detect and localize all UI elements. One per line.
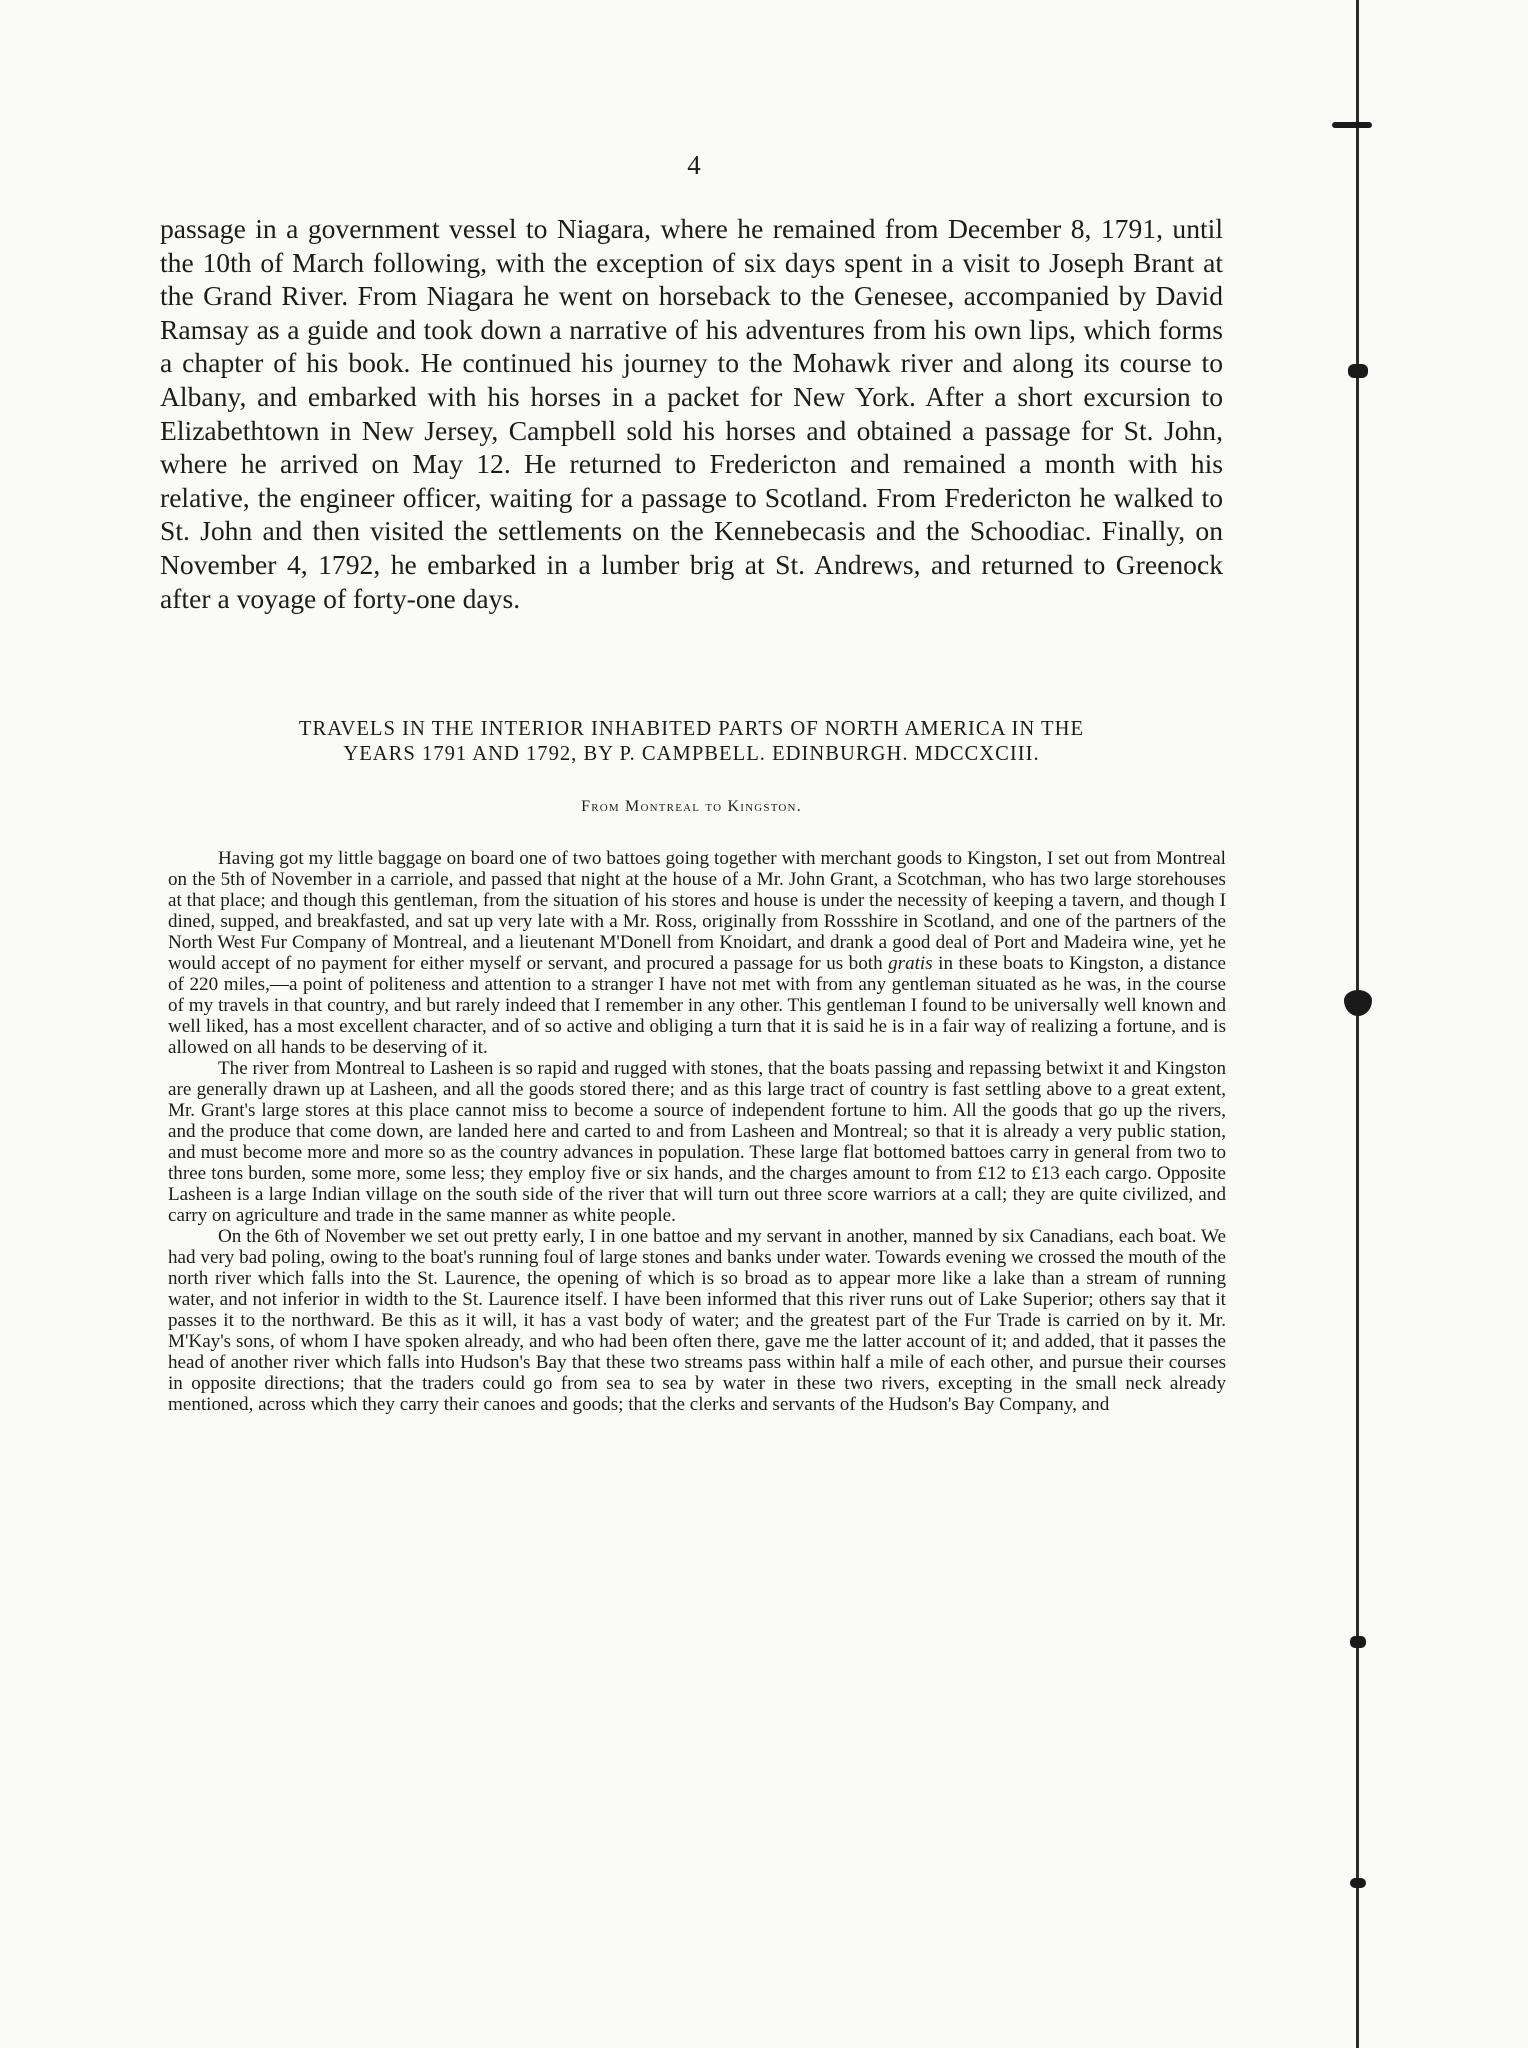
- binding-mark-2: [1348, 364, 1368, 378]
- section-subheading: From Montreal to Kingston.: [581, 798, 802, 815]
- extract-paragraph-2: The river from Montreal to Lasheen is so rapid and rugged with stones, that the boats passing and repassing betwixt it and Kingston are generally drawn up at Lasheen, and all the goods stored there; and as this large tract of country is fast settling above to a great extent, Mr. Grant's large stores at this place cannot miss to become a source of independent fortune to him. All the goods that go up the rivers, and the produce that come down, are landed here and carted to and from Lasheen and Montreal; so that it is already a very public station, and must become more and more so as the country advances in population. These large flat bottomed battoes carry in general from two to three tons burden, some more, some less; they employ five or six hands, and the charges amount to from £12 to £13 each cargo. Opposite Lasheen is a large Indian village on the south side of the river that will turn out three score warriors at a call; they are quite civilized, and carry on agriculture and trade in the same manner as white people.: [168, 1058, 1226, 1226]
- extract-paragraph-1-text-b: in these boats to Kingston, a distance of 220 miles,—a point of politeness and attention to a stranger I have not met with from any gentleman situated as he was, in the course of my travels in that country, and but rarely indeed that I remember in any other. This gentleman I found to be universally well known and well liked, has a most excellent character, and of so active and obliging a turn that it is said he is in a fair way of realizing a fortune, and is allowed on all hands to be deserving of it.: [168, 953, 1226, 1058]
- extract-paragraph-1-text-a: Having got my little baggage on board one of two battoes going together with merchant goods to Kingston, I set out from Montreal on the 5th of November in a carriole, and passed that night at the house of a Mr. John Grant, a Scotchman, who has two large storehouses at that place; and though this gentleman, from the situation of his stores and house is under the necessity of keeping a tavern, and though I dined, supped, and breakfasted, and sat up very late with a Mr. Ross, originally from Rossshire in Scotland, and one of the partners of the North West Fur Company of Montreal, and a lieutenant M'Donell from Knoidart, and drank a good deal of Port and Madeira wine, yet he would accept of no payment for either myself or servant, and procured a passage for us both: [168, 848, 1226, 974]
- binding-mark-3: [1344, 990, 1372, 1016]
- extract-paragraph-1-italic: gratis: [888, 953, 933, 974]
- section-heading-line-1: TRAVELS IN THE INTERIOR INHABITED PARTS OF NORTH AMERICA IN THE: [298, 718, 1085, 740]
- intro-paragraph: passage in a government vessel to Niagara, where he remained from December 8, 1791, until the 10th of March following, with the exception of six days spent in a visit to Joseph Brant at the Grand River. From Niagara he went on horseback to the Genesee, accompanied by David Ramsay as a guide and took down a narrative of his adventures from his own lips, which forms a chapter of his book. He continued his journey to the Mohawk river and along its course to Albany, and embarked with his horses in a packet for New York. After a short excursion to Elizabethtown in New Jersey, Campbell sold his horses and obtained a passage for St. John, where he arrived on May 12. He returned to Fredericton and remained a month with his relative, the engineer officer, waiting for a passage to Scotland. From Fredericton he walked to St. John and then visited the settlements on the Kennebecasis and the Schoodiac. Finally, on November 4, 1792, he embarked in a lumber brig at St. Andrews, and returned to Greenock after a voyage of forty-one days.: [160, 213, 1223, 614]
- binding-mark-1: [1332, 122, 1372, 128]
- binding-mark-5: [1350, 1878, 1366, 1888]
- extract-paragraph-3: On the 6th of November we set out pretty early, I in one battoe and my servant in another, manned by six Canadians, each boat. We had very bad poling, owing to the boat's running foul of large stones and banks under water. Towards evening we crossed the mouth of the north river which falls into the St. Laurence, the opening of which is so broad as to appear more like a lake than a stream of running water, and not inferior in width to the St. Laurence itself. I have been informed that this river runs out of Lake Superior; others say that it passes it to the northward. Be this as it will, it has a vast body of water; and the greatest part of the Fur Trade is carried on by it. Mr. M'Kay's sons, of whom I have spoken already, and who had been often there, gave me the latter account of it; and added, that it passes the head of another river which falls into Hudson's Bay that these two streams pass within half a mile of each other, and pursue their courses in opposite directions; that the traders could go from sea to sea by water in these two rivers, excepting in the small neck already mentioned, across which they carry their canoes and goods; that the clerks and servants of the Hudson's Bay Company, and: [168, 1226, 1226, 1415]
- section-heading: [160, 717, 1223, 767]
- extract-body: [168, 848, 1226, 1415]
- page-number: 4: [687, 150, 701, 180]
- binding-mark-4: [1350, 1636, 1366, 1648]
- extract-paragraph-1: [168, 848, 1226, 1058]
- section-heading-line-2: YEARS 1791 AND 1792, BY P. CAMPBELL. EDINBURGH. MDCCXCIII.: [343, 743, 1040, 765]
- binding-edge-line: [1356, 0, 1359, 2048]
